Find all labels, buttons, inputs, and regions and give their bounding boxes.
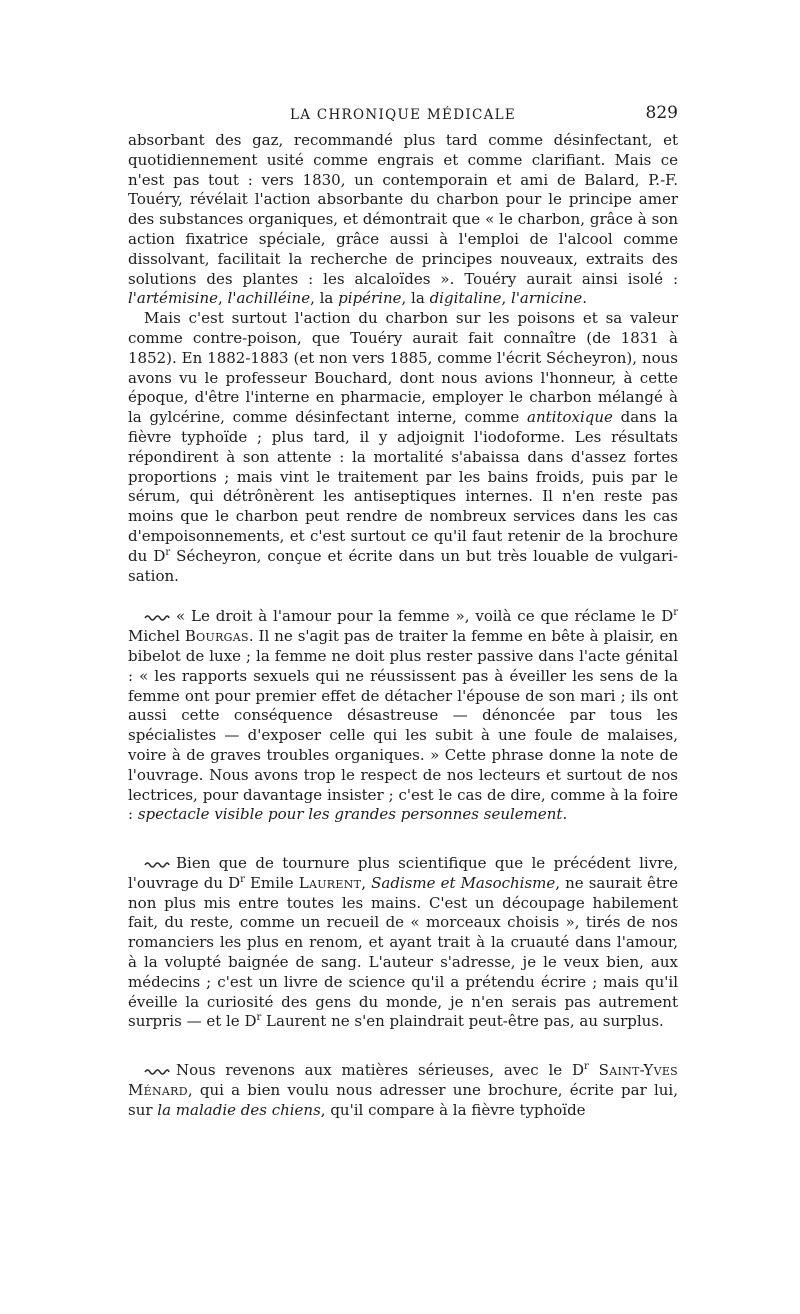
paragraph-contre-poison: Mais c'est surtout l'action du charbon sur les poisons et sa valeur comme contre-poison, que Touéry aurait fait connaître (de 1831 à 1852). En 1882-1883 (et non vers 1885, comme l'écrit Sécheyron), nous avons vu le professeur Bouchard, dont nous avions l'honneur, à cette époque, d'être l'interne en pharmacie, employer le charbon mélangé à la gylcérine, comme désinfectant interne, comme antitoxique dans la fièvre typhoïde ; plus tard, il y adjoignit l'iodoforme. Les résultats répondirent à son attente : la mortalité s'abaissa dans d'assez fortes proportions ; mais vint le traitement par les bains froids, puis par le sérum, qui détrônèrent les antiseptiques internes. Il n'en reste pas moins que le charbon peut rendre de nombreux services dans les cas d'empoisonnements, et c'est surtout ce qu'il faut retenir de la brochure du $D^r$ Sécheyron, conçue et écrite dans un but très louable de vulgarisation. [128, 309, 679, 585]
running-head [128, 103, 678, 129]
running-title: LA CHRONIQUE MÉDICALE [289, 107, 517, 123]
paragraph-charbon-touery: absorbant des gaz, recommandé plus tard comme désinfectant, et quotidiennement usité comme engrais et comme clarifiant. Mais ce n'est pas tout : vers 1830, un contemporain et ami de Balard, P.-F. Touéry, révélait l'action absorbante du charbon pour le principe amer des substances organiques, et démontrait que « le charbon, grâce à son action fixatrice spéciale, grâce aussi à l'emploi de l'alcool comme dissolvant, facilitait la recherche de principes nouveaux, extraits des solutions des plantes : les alcaloïdes ». Touéry aurait ainsi isolé : l'artémisine, l'achilléine, la pipérine, la digitaline, l'arnicine. [128, 131, 678, 308]
paragraph-maladie-chiens: Nous revenons aux matières sérieuses, avec le $D^r$ Saint-Yves Ménard, qui a bien voulu nous adresser une brochure, écrite par lui, sur la maladie des chiens, qu'il compare à la fièvre typhoïde [128, 1061, 678, 1119]
paragraph-droit-amour: « Le droit à l'amour pour la femme », voilà ce que réclame le $D^r$ Michel Bourgas. Il ne s'agit pas de traiter la femme en bête à plaisir, en bibelot de luxe ; la femme ne doit plus rester passive dans l'acte génital : « les rapports sexuels qui ne réussissent pas à éveiller les sens de la femme ont pour premier effet de détacher l'épouse de son mari ; ils ont aussi cette conséquence désastreuse — dénoncée par tous les spécialistes — d'exposer celle qui les subit à une foule de malaises, voire à de graves troubles organiques. » Cette phrase donne la note de l'ouvrage. Nous avons trop le respect de nos lecteurs et surtout de nos lectrices, pour davantage insister ; c'est le cas de dire, comme à la foire : spectacle visible pour les grandes personnes seulement. [128, 607, 678, 824]
paragraph-sadisme-masochisme: Bien que de tournure plus scientifique que le précédent livre, l'ouvrage du $D^r$ Emile Laurent, Sadisme et Masochisme, ne saurait être non plus mis entre toutes les mains. C'est un découpage habilement fait, du reste, comme un recueil de « morceaux choisis », tirés de nos romanciers les plus en renom, et ayant trait à la cruauté dans l'amour, à la volupté baignée de sang. L'auteur s'adresse, je le veux bien, aux médecins ; c'est un livre de science qu'il a prétendu écrire ; mais qu'il éveille la curiosité des gens du monde, je n'en serais pas autrement surpris — et le $D^r$ Laurent ne s'en plaindrait peut-être pas, au surplus. [128, 854, 678, 1031]
wavy-ornament-icon [144, 860, 170, 868]
wavy-ornament-icon [144, 1067, 170, 1075]
page-number: 829 [645, 103, 678, 123]
wavy-ornament-icon [144, 613, 170, 621]
article-body [128, 131, 678, 1121]
